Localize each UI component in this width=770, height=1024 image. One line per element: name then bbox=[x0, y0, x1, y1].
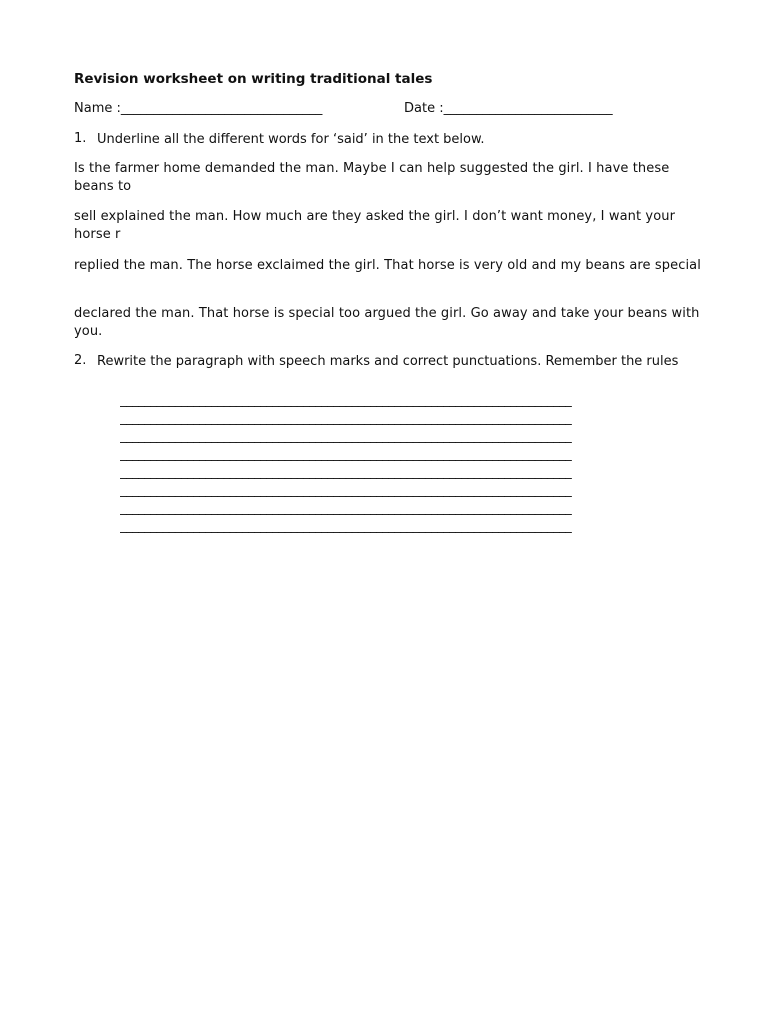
answer-line[interactable]: __________________________________________________________________________ bbox=[120, 393, 572, 408]
story-paragraph-1: Is the farmer home demanded the man. Maybe I can help suggested the girl. I have these beans to bbox=[74, 161, 670, 194]
worksheet-title: Revision worksheet on writing traditional tales bbox=[74, 71, 433, 87]
story-paragraph-2: sell explained the man. How much are they asked the girl. I don’t want money, I want your horse r bbox=[74, 209, 676, 242]
answer-line[interactable]: __________________________________________________________________________ bbox=[120, 411, 572, 426]
student-info-row bbox=[74, 101, 714, 121]
name-field[interactable]: Name :_______________________________ bbox=[74, 101, 323, 116]
answer-line[interactable]: __________________________________________________________________________ bbox=[120, 501, 572, 516]
answer-line[interactable]: __________________________________________________________________________ bbox=[120, 447, 572, 462]
answer-line[interactable]: __________________________________________________________________________ bbox=[120, 429, 572, 444]
story-paragraph-4: declared the man. That horse is special too argued the girl. Go away and take your beans with you. bbox=[74, 306, 700, 339]
date-field[interactable]: Date :__________________________ bbox=[404, 101, 613, 116]
question-1-number: 1. bbox=[74, 131, 87, 146]
question-2-number: 2. bbox=[74, 353, 87, 368]
question-2-text: Rewrite the paragraph with speech marks and correct punctuations. Remember the rules bbox=[97, 354, 679, 369]
answer-line[interactable]: __________________________________________________________________________ bbox=[120, 465, 572, 480]
question-1 bbox=[74, 131, 704, 151]
answer-lines bbox=[120, 392, 654, 536]
answer-line[interactable]: __________________________________________________________________________ bbox=[120, 483, 572, 498]
question-2 bbox=[74, 353, 704, 393]
story-paragraph-3: replied the man. The horse exclaimed the girl. That horse is very old and my beans are special bbox=[74, 258, 701, 273]
answer-line[interactable]: __________________________________________________________________________ bbox=[120, 519, 572, 534]
question-1-text: Underline all the different words for ‘said’ in the text below. bbox=[97, 132, 485, 147]
